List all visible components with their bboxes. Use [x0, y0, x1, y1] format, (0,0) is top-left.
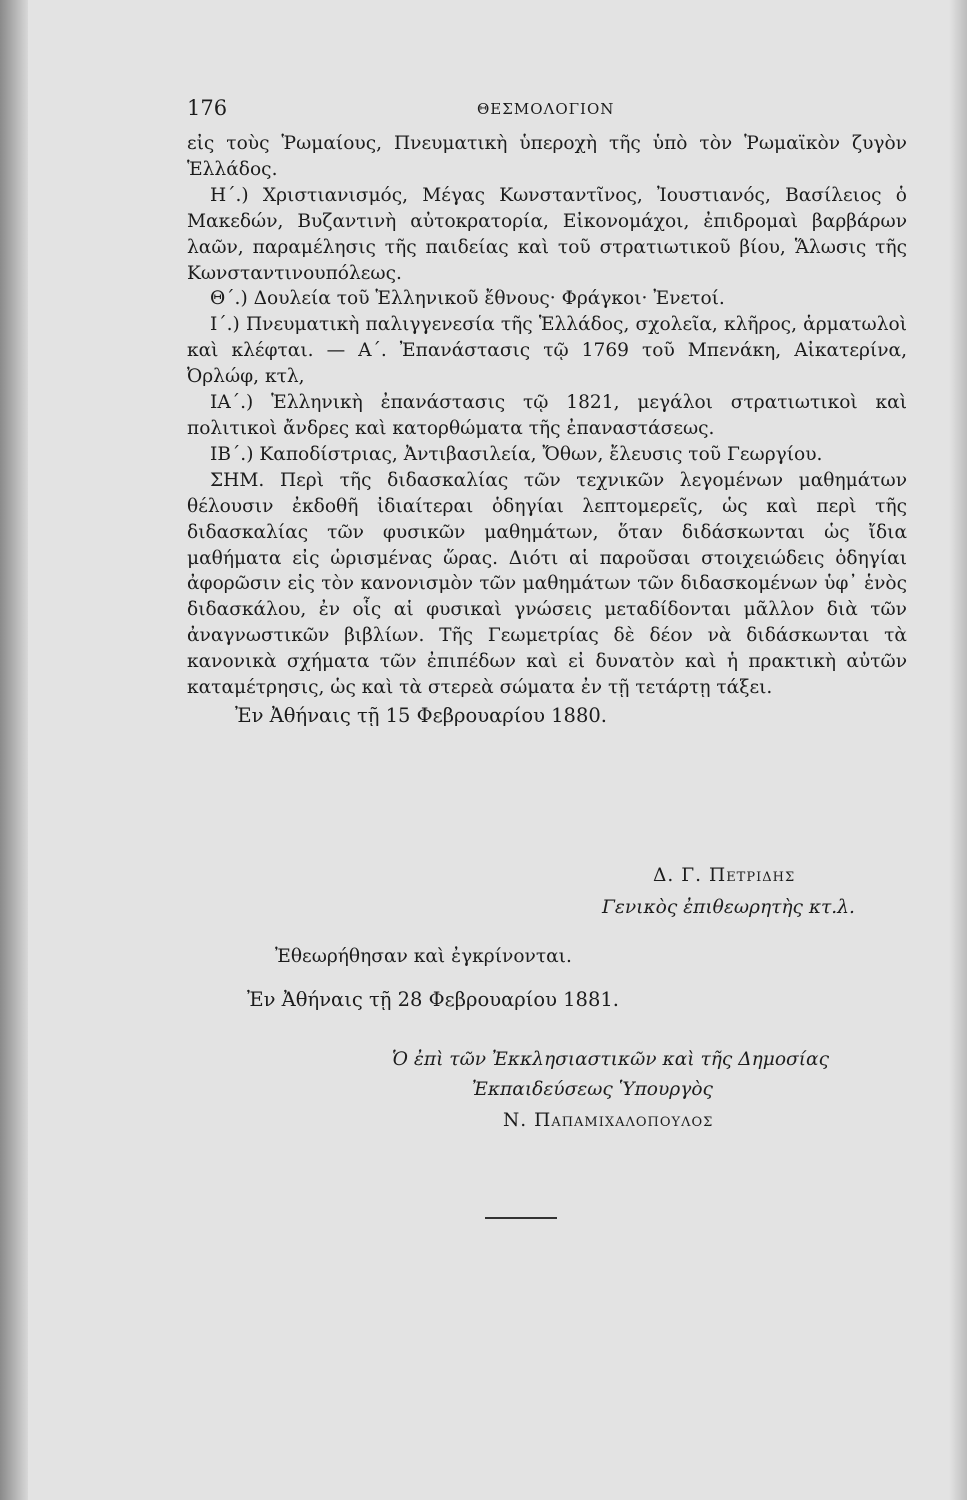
- date-line-1880: Ἐν Ἀθήναις τῇ 15 Φεβρουαρίου 1880.: [235, 703, 607, 727]
- paragraph-section-11: ΙΑ΄.) Ἑλληνικὴ ἐπανάστασις τῷ 1821, μεγάλοι στρατιωτικοὶ καὶ πολιτικοὶ ἄνδρες καὶ κατορθώματα τῆς ἐπαναστάσεως.: [187, 392, 907, 439]
- paragraph-section-8: Η΄.) Χριστιανισμός, Μέγας Κωνσταντῖνος, Ἰουστιανός, Βασίλειος ὁ Μακεδών, Βυζαντινὴ αὐτοκρατορία, Εἰκονομάχοι, ἐπιδρομαὶ βαρβάρων λαῶν, παραμέλησις τῆς παιδείας καὶ τοῦ στρατιωτικοῦ βίου, Ἅλωσις τῆς Κωνσταντινουπόλεως.: [187, 184, 907, 284]
- paragraph-section-10: Ι΄.) Πνευματικὴ παλιγγενεσία τῆς Ἑλλάδος, σχολεῖα, κλῆρος, ἁρματωλοὶ καὶ κλέφται. — Α΄. Ἐπανάστασις τῷ 1769 τοῦ Μπενάκη, Αἰκατερίνα, Ὀρλώφ, κτλ,: [187, 314, 907, 388]
- running-title: ΘΕΣΜΟΛΟΓΙΟΝ: [477, 100, 615, 118]
- paragraph-section-9: Θ΄.) Δουλεία τοῦ Ἑλληνικοῦ ἔθνους· Φράγκοι· Ἐνετοί.: [210, 288, 725, 310]
- date-line-1881: Ἐν Ἀθήναις τῇ 28 Φεβρουαρίου 1881.: [247, 988, 619, 1011]
- minister-name: Ν. ΠΑΠΑΜΙΧΑΛΟΠΟΥΛΟΣ: [503, 1110, 714, 1131]
- signatory-title: Γενικὸς ἐπιθεωρητὴς κτ.λ.: [602, 897, 855, 918]
- page-edge-shadow-right: [949, 0, 967, 1500]
- signatory-name: Δ. Γ. ΠΕΤΡΙΔΗΣ: [653, 865, 796, 886]
- page-header: [187, 96, 907, 126]
- closing-rule: [485, 1217, 557, 1219]
- paragraph-section-12: ΙΒ΄.) Καποδίστριας, Ἀντιβασιλεία, Ὄθων, ἔλευσις τοῦ Γεωργίου.: [210, 443, 823, 465]
- minister-title-line-1: Ὁ ἐπὶ τῶν Ἐκκλησιαστικῶν καὶ τῆς Δημοσίας: [392, 1049, 829, 1070]
- approval-text: Ἐθεωρήθησαν καὶ ἐγκρίνονται.: [275, 946, 572, 967]
- paragraph-note: ΣΗΜ. Περὶ τῆς διδασκαλίας τῶν τεχνικῶν λεγομένων μαθημάτων θέλουσιν ἐκδοθῆ ἰδιαίτεραι ὁδηγίαι λεπτομερεῖς, ὡς καὶ περὶ τῆς διδασκαλίας τῶν φυσικῶν μαθημάτων, ὅταν διδάσκωνται ὡς ἴδια μαθήματα εἰς ὡρισμένας ὥρας. Διότι αἱ παροῦσαι στοιχειώδεις ὁδηγίαι ἀφορῶσιν εἰς τὸν κανονισμὸν τῶν μαθημάτων τῶν διδασκομένων ὑφ᾽ ἑνὸς διδασκάλου, ἐν οἷς αἱ φυσικαὶ γνώσεις μεταδίδονται μᾶλλον διὰ τῶν ἀναγνωστικῶν βιβλίων. Τῆς Γεωμετρίας δὲ δέον νὰ διδάσκωνται τὰ κανονικὰ σχήματα τῶν ἐπιπέδων καὶ εἰ δυνατὸν καὶ ἡ πρακτικὴ αὐτῶν καταμέτρησις, ὡς καὶ τὰ στερεὰ σώματα ἐν τῇ τετάρτῃ τάξει.: [187, 469, 907, 699]
- page-edge-shadow: [0, 0, 28, 1500]
- minister-title-line-2: Ἐκπαιδεύσεως Ὑπουργὸς: [472, 1079, 713, 1100]
- body-text: [187, 131, 907, 729]
- page-number: 176: [187, 96, 228, 120]
- paragraph-continuation: εἰς τοὺς Ῥωμαίους, Πνευματικὴ ὑπεροχὴ τῆς ὑπὸ τὸν Ῥωμαϊκὸν ζυγὸν Ἑλλάδος.: [187, 133, 907, 180]
